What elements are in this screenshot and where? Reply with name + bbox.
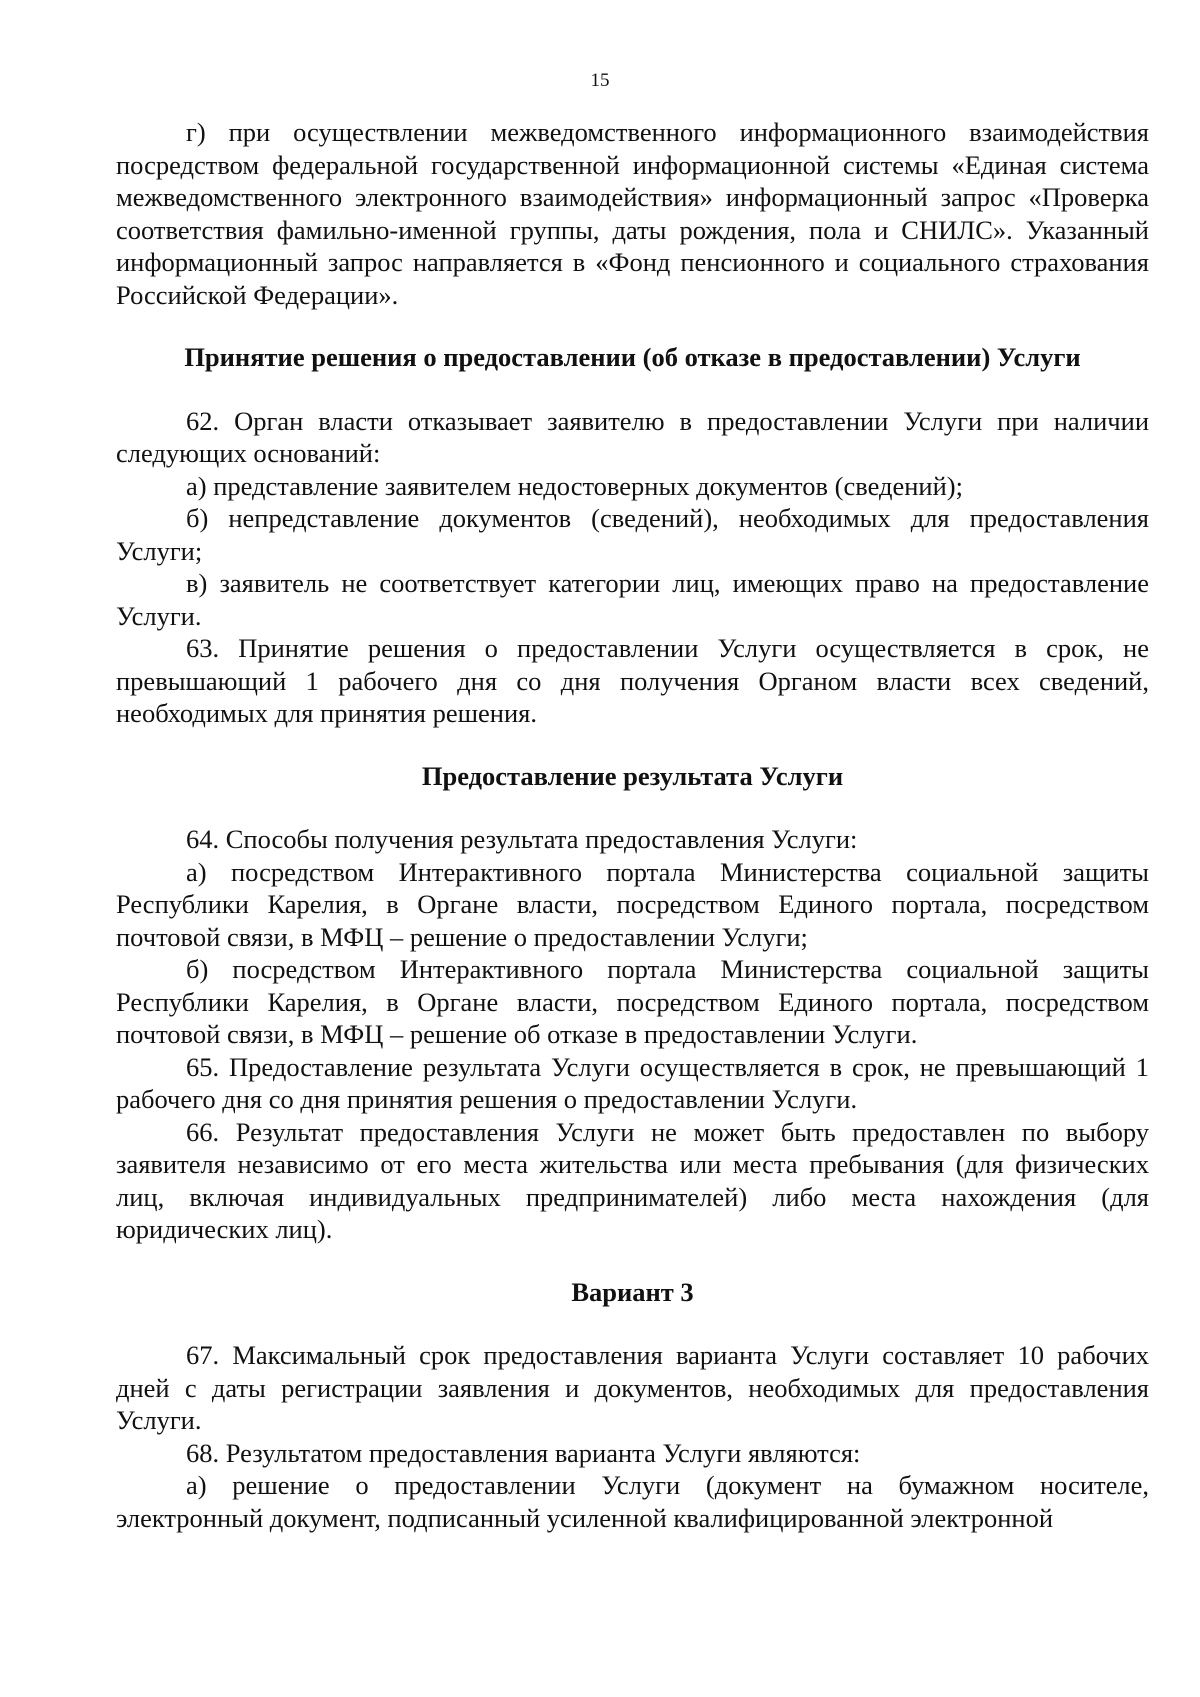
paragraph-65: 65. Предоставление результата Услуги осуществляется в срок, не превышающий 1 рабочего дня со дня принятия решения о предоставлении Услуги. xyxy=(116,1051,1149,1114)
paragraph-62-v: в) заявитель не соответствует категории лиц, имеющих право на предоставление Услуги. xyxy=(116,568,1149,631)
paragraph-64-b: б) посредством Интерактивного портала Министерства социальной защиты Республики Карелия, в Органе власти, посредством Единого портала, посредством почтовой связи, в МФЦ – решение об отказе в предоставлении Услуги. xyxy=(116,954,1149,1049)
paragraph-66: 66. Результат предоставления Услуги не может быть предоставлен по выбору заявителя независимо от его места жительства или места пребывания (для физических лиц, включая индивидуальных предпринимателей) либо места нахождения (для юридических лиц). xyxy=(116,1116,1149,1244)
paragraph-64-a: а) посредством Интерактивного портала Министерства социальной защиты Республики Карелия, в Органе власти, посредством Единого портала, посредством почтовой связи, в МФЦ – решение о предоставлении Услуги; xyxy=(116,856,1149,952)
paragraph-62-b: б) непредставление документов (сведений), необходимых для предоставления Услуги; xyxy=(116,503,1149,566)
paragraph-68-a: а) решение о предоставлении Услуги (документ на бумажном носителе, электронный документ, подписанный усиленной квалифицированной электронной xyxy=(116,1470,1149,1533)
paragraph-64: 64. Способы получения результата предоставления Услуги: xyxy=(186,824,858,854)
section-heading-decision: Принятие решения о предоставлении (об отказе в предоставлении) Услуги xyxy=(184,342,1081,372)
paragraph-63: 63. Принятие решения о предоставлении Услуги осуществляется в срок, не превышающий 1 рабочего дня со дня получения Органом власти всех сведений, необходимых для принятия решения. xyxy=(116,633,1149,728)
paragraph-62-a: а) представление заявителем недостоверных документов (сведений); xyxy=(186,470,963,501)
document-body xyxy=(116,116,1149,1534)
paragraph-67: 67. Максимальный срок предоставления варианта Услуги составляет 10 рабочих дней с даты регистрации заявления и документов, необходимых для предоставления Услуги. xyxy=(116,1340,1149,1435)
section-heading-variant-3: Вариант 3 xyxy=(571,1276,694,1307)
paragraph-g-interagency-request: г) при осуществлении межведомственного информационного взаимодействия посредством федеральной государственной информационной системы «Единая система межведомственного электронного взаимодействия» информационный запрос «Проверка соответствия фамильно-именной группы, даты рождения, пола и СНИЛС». Указанный информационный запрос направляется в «Фонд пенсионного и социального страхования Российской Федерации». xyxy=(116,117,1149,310)
paragraph-68: 68. Результатом предоставления варианта Услуги являются: xyxy=(186,1437,861,1468)
paragraph-62: 62. Орган власти отказывает заявителю в предоставлении Услуги при наличии следующих оснований: xyxy=(116,405,1149,468)
page-number: 15 xyxy=(590,70,610,91)
section-heading-result: Предоставление результата Услуги xyxy=(421,760,844,791)
